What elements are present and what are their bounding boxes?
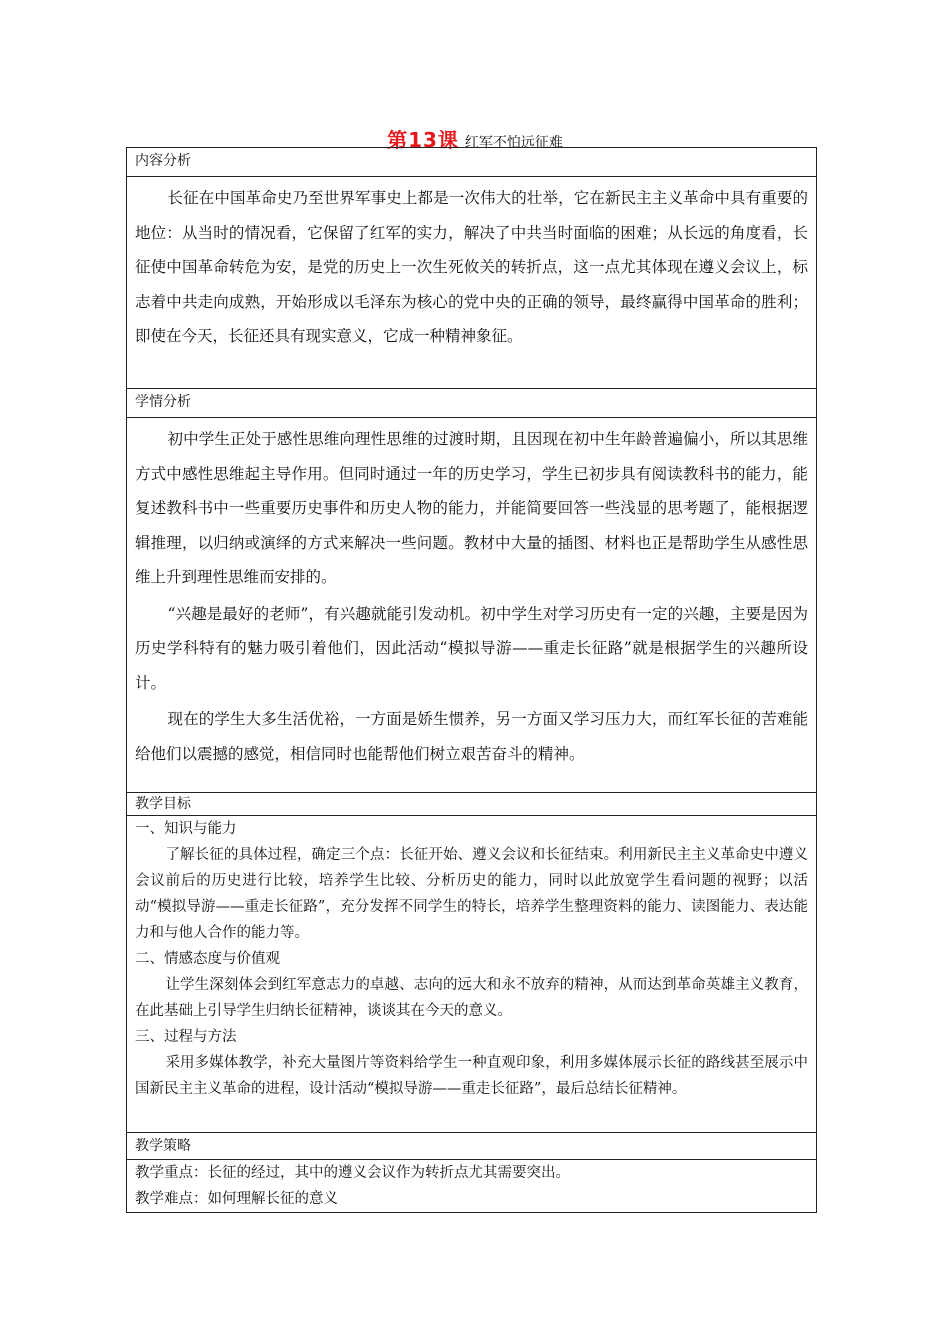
strategy-difficulty: 教学难点：如何理解长征的意义	[135, 1191, 338, 1207]
objective-attitude-heading: 二、情感态度与价值观	[135, 951, 280, 967]
learner-analysis-heading: 学情分析	[127, 389, 817, 418]
learner-analysis-paragraph-2: “兴趣是最好的老师”，有兴趣就能引发动机。初中学生对学习历史有一定的兴趣，主要是因为历史学科特有的魅力吸引着他们，因此活动“模拟导游——重走长征路”就是根据学生的兴趣所设计。	[135, 604, 808, 692]
learner-analysis-paragraph-3: 现在的学生大多生活优裕，一方面是娇生惯养，另一方面又学习压力大，而红军长征的苦难能给他们以震撼的感觉，相信同时也能帮他们树立艰苦奋斗的精神。	[135, 710, 808, 763]
lesson-number: 第13课	[387, 128, 459, 152]
lesson-subtitle: 红军不怕远征难	[464, 135, 563, 151]
strategy-body	[127, 1160, 817, 1213]
objectives-body	[127, 816, 817, 1133]
learner-analysis-paragraph-1: 初中学生正处于感性思维向理性思维的过渡时期，且因现在初中生年龄普遍偏小，所以其思维方式中感性思维起主导作用。但同时通过一年的历史学习，学生已初步具有阅读教科书的能力，能复述教科书中一些重要历史事件和历史人物的能力，并能简要回答一些浅显的思考题了，能根据逻辑推理，以归纳或演绎的方式来解决一些问题。教材中大量的插图、材料也正是帮助学生从感性思维上升到理性思维而安排的。	[135, 430, 808, 586]
content-analysis-paragraph: 长征在中国革命史乃至世界军事史上都是一次伟大的壮举，它在新民主主义革命中具有重要的地位：从当时的情况看，它保留了红军的实力，解决了中共当时面临的困难；从长远的角度看，长征使中国革命转危为安，是党的历史上一次生死攸关的转折点，这一点尤其体现在遵义会议上，标志着中共走向成熟，开始形成以毛泽东为核心的党中央的正确的领导，最终赢得中国革命的胜利；即使在今天，长征还具有现实意义，它成一种精神象征。	[135, 189, 808, 345]
strategy-key-point: 教学重点：长征的经过，其中的遵义会议作为转折点尤其需要突出。	[135, 1165, 570, 1181]
objectives-heading: 教学目标	[127, 793, 817, 816]
content-analysis-heading: 内容分析	[127, 148, 817, 177]
objective-process-text: 采用多媒体教学，补充大量图片等资料给学生一种直观印象，利用多媒体展示长征的路线甚至展示中国新民主主义革命的进程，设计活动“模拟导游——重走长征路”，最后总结长征精神。	[135, 1055, 808, 1097]
lesson-plan-table	[126, 147, 817, 1213]
content-analysis-body	[127, 177, 817, 389]
objective-attitude-text: 让学生深刻体会到红军意志力的卓越、志向的远大和永不放弃的精神，从而达到革命英雄主义教育，在此基础上引导学生归纳长征精神，谈谈其在今天的意义。	[135, 977, 808, 1019]
objective-knowledge-heading: 一、知识与能力	[135, 821, 237, 837]
strategy-heading: 教学策略	[127, 1133, 817, 1160]
learner-analysis-body	[127, 418, 817, 793]
objective-knowledge-text: 了解长征的具体过程，确定三个点：长征开始、遵义会议和长征结束。利用新民主主义革命史中遵义会议前后的历史进行比较，培养学生比较、分析历史的能力，同时以此放宽学生看问题的视野；以活动“模拟导游——重走长征路”，充分发挥不同学生的特长，培养学生整理资料的能力、读图能力、表达能力和与他人合作的能力等。	[135, 847, 808, 941]
objective-process-heading: 三、过程与方法	[135, 1029, 237, 1045]
